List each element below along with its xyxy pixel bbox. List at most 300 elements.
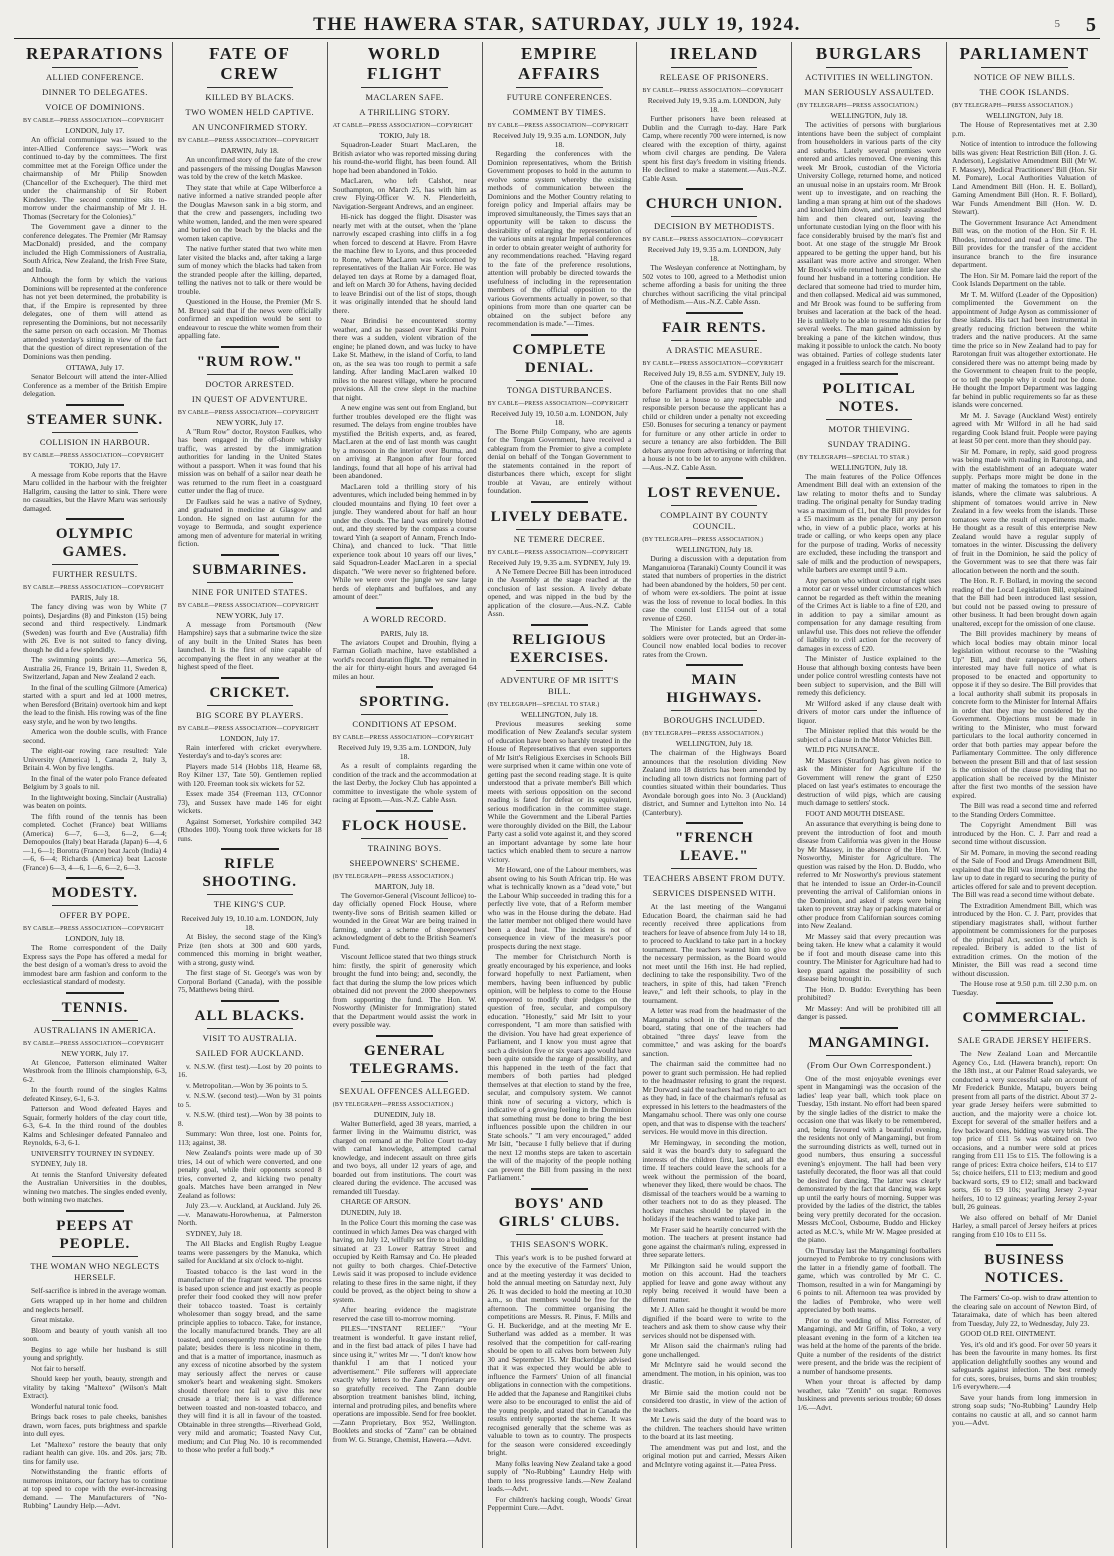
section-separator (686, 664, 744, 666)
article-dateline: WELLINGTON, July 18. (675, 739, 753, 748)
article-deck: FUTURE CONFERENCES. (506, 92, 613, 102)
article-deck: BOROUGHS INCLUDED. (663, 715, 766, 725)
article-paragraph: v. Metropolitan.—Won by 36 points to 5. (185, 1080, 308, 1090)
article-headline: REPARATIONS (26, 44, 164, 63)
headline-rule (826, 67, 912, 68)
article-cable-credit: BY CABLE—PRESS ASSOCIATION—COPYRIGHT (177, 138, 319, 144)
columns-container (18, 42, 1102, 1548)
article-cable-credit: AT CABLE—PRESS ASSOCIATION—COPYRIGHT (332, 123, 473, 129)
article-paragraph: The Government Insurance Act Amendment Bill was, on the motion of the Hon. Sir F. H. Rhodes, introduced and read a first time. The Bill provides for the transfer of the accident insurance branch to the fire insurance department. (952, 217, 1097, 269)
article (178, 1007, 322, 1455)
article-paragraph: UNIVERSITY TOURNEY IN SYDNEY. (31, 1148, 155, 1158)
section-separator (996, 1244, 1054, 1246)
headline-rule (52, 564, 138, 565)
article-paragraph: An unconfirmed story of the fate of the crew and passengers of the missing Douglas Mawson was told by the crew of the ketch Maskee. (177, 155, 322, 181)
headline-rule (361, 714, 447, 715)
news-column-7 (947, 42, 1102, 1548)
article (488, 508, 632, 619)
article-paragraph: Senator Belcourt will attend the inter-Allied Conference as a member of the British Empire delegation. (23, 372, 167, 398)
article (642, 484, 786, 659)
article-paragraph: The All Blacks and English Rugby League teams were passengers by the Manuka, which sailed for Auckland at six o'clock to-night. (177, 1239, 322, 1265)
article-paragraph: One of the clauses in the Fair Rents Bill now before Parliament provides that no one shall refuse to let a house to any respectable and responsible person because the applicant has a child or children under a penalty not exceeding £50. Bonuses for securing a tenancy or payment for furniture or any other article in order to secure a tenancy are also forbidden. The Bill debars anyone from advertising or inferring that a house is not to be let to anyone with children.—Aus.-N.Z. Cable Assn. (642, 377, 787, 472)
article-dateline: NEW YORK, July 17. (216, 417, 284, 427)
article-dateline: TOKIO, July 18. (379, 131, 430, 140)
article-dateline: Received July 19, 10.10 a.m. LONDON, July 18. (181, 914, 319, 932)
article-paragraph: MacLaren told a thrilling story of his adventures, which included being hemmed in by clouded mountains and flying 10 feet over a jungle. They wandered about for half an hour under the clouds. The land was entirely blotted out, and they steered by the compass a course toward Yinh (a seaport of Annam, French Indo-China), and chanced to luck. "That little experience took about 10 years off our lives," said Squadron-Leader MacLaren in a special dispatch. "We were never so frightened before. While we were over the jungle we saw large herds of elephants and buffaloes, and any amount of deer." (332, 481, 477, 601)
article-paragraph: Notwithstanding the frantic efforts of numerous imitators, our factory has to continue at top speed to cope with the ever-increasing demand. — The Manufacturers of "No-Rubbing" Laundry Help.—Advt. (23, 1467, 167, 1510)
article-paragraph: v. N.S.W. (first test).—Lost by 20 points to 16. (177, 1061, 322, 1079)
section-separator (996, 1002, 1054, 1004)
article-deck: IN QUEST OF ADVENTURE. (191, 393, 308, 404)
article-deck: THE COOK ISLANDS. (979, 87, 1070, 97)
news-column-3 (328, 42, 483, 1548)
article-headline: MANGAMINGI. (808, 1034, 930, 1051)
section-separator (531, 501, 589, 503)
article-paragraph: Sir M. Pomare, in moving the second reading of the Sale of Food and Drugs Amendment Bill, explained that the Bill was intended to bring the law up to date in regard to securing the purity of articles offered for sale and to prevent deception. The Bill was read a second time without debate. (952, 847, 1097, 899)
article-cable-credit: (BY TELEGRAPH—PRESS ASSOCIATION.) (332, 1101, 454, 1108)
article-deck: NINE FOR UNITED STATES. (191, 586, 308, 597)
article-deck: MACLAREN SAFE. (365, 92, 444, 102)
article-headline: TENNIS. (61, 999, 129, 1016)
article (488, 1195, 632, 1513)
article-headline: BUSINESS NOTICES. (984, 1252, 1065, 1286)
article-paragraph: An assurance that everything is being done to prevent the introduction of foot and mouth disease from California was given in the House by Mr Massey, in the absence of the Hon. W. Nosworthy, Minister for Agriculture. The question was raised by the Hon. D. Buddo, who referred to Mr Nosworthy's previous statement that he intended to issue an Order-in-Council preventing the arrival of Californian onions in the Dominion, and asked if steps were being taken to prevent stray hay or packing material or other produce from Californian sources coming into New Zealand. (797, 819, 942, 930)
article-headline: MODESTY. (51, 885, 139, 901)
article-paragraph: Self-sacrifice is inbred in the average woman. (31, 1285, 167, 1295)
article-paragraph: Hi-nick has dogged the flight. Disaster was nearly met with at the outset, when the 'plane narrowly escaped crashing into cliffs in a fog when forced to descend at Havre. From Havre the machine flew to Lyons, and thus proceeded to Rome, where MacLaren was welcomed by representatives of the Italian Air Force. He was delayed ten days at Rome by a damaged float, and left on March 30 for Athens, having decided to leave Brindisi out of the list of stops, though it was originally intended that he should land there. (332, 212, 477, 315)
headline-rule (516, 670, 602, 671)
article-headline: BOYS' AND GIRLS' CLUBS. (498, 1195, 621, 1230)
article-deck: AUSTRALIANS IN AMERICA. (33, 1024, 157, 1035)
article-paragraph: The House of Representatives met at 2.30 p.m. (952, 120, 1097, 138)
article-paragraph: The main features of the Police Offences Amendment Bill deal with an extension of the law relating to motor thefts and to Sunday trading. The original penalty for Sunday trading was a maximum of £1, but the Bill provides for a £5 maximum as the penalty for any person who, in view of a public place, works at his trade or calling, or who keeps open any place for the purpose of trading. Works of necessity are excluded, these including the transport and sale of milk and the production of newspapers, while barbers are exempt until 9 a.m. (797, 471, 942, 574)
article-cable-credit: BY CABLE—PRESS ASSOCIATION—COPYRIGHT (23, 585, 164, 591)
section-separator (66, 1210, 124, 1212)
article-paragraph: Prior to the wedding of Miss Forrester, of Mangamingi, and Mr Griffin, of Toko, a very pleasant evening in the form of a kitchen tea was held at the home of the parents of the bride. Quite a number of the residents of the district were present, and the bride was the recipient of a number of handsome presents. (797, 1315, 942, 1376)
article-paragraph: Mr McIntyre said he would second the amendment. The motion, in his opinion, was too drastic. (642, 1360, 787, 1386)
article-headline: SUBMARINES. (192, 561, 308, 578)
article-cable-credit: (BY TELEGRAPH—SPECIAL TO STAR.) (487, 701, 600, 708)
article-paragraph: The Wesleyan conference at Nottingham, by 502 votes to 100, agreed to a Methodist union scheme affording a basis for uniting the three churches without sacrificing the vital principal of Methodism.—Aus.-N.Z. Cable Assn. (642, 263, 787, 306)
article-paragraph: Mr Masters (Stratford) has given notice to ask the Minister for Agriculture if the Government will renew the grant of £250 placed on last year's estimates to encourage the destruction of wild pigs, which are causing much damage to settlers' stock. (797, 755, 942, 807)
article-deck: KILLED BY BLACKS. (205, 92, 295, 102)
article-paragraph: We also offered on behalf of Mr Daniel Harley, a small parcel of Jersey heifers at prices ranging from £10 10s to £11 5s. (952, 1212, 1097, 1239)
article-deck: A THRILLING STORY. (359, 107, 450, 117)
article-deck: THE KING'S CUP. (213, 899, 286, 909)
article-cable-credit: (BY TELEGRAPH—PRESS ASSOCIATION.) (797, 103, 919, 109)
section-separator (221, 677, 279, 679)
article-cable-credit: BY CABLE—PRESS ASSOCIATION—COPYRIGHT (642, 237, 784, 243)
article-cable-credit: BY CABLE—PRESS ASSOCIATION—COPYRIGHT (23, 118, 164, 124)
headline-rule (361, 1081, 447, 1082)
article-headline: "FRENCH LEAVE." (674, 830, 754, 864)
article-paragraph: PILES—"INSTANT RELIEF." "Your treatment is wonderful. It gave instant relief, and in the first bad attack of piles I have had since using it," writes Mr —. "I don't know how thankful I am that I noticed your advertisement." Pile sufferers will appreciate exactly why letters to the Zann Proprietary are so gratefully received. The Zann double absorption treatment banishes blind, itching, internal and protruding piles, and benefits where operations are impossible. Send for free booklet.—Zann Proprietary, Box 952, Wellington. Booklets and stocks of "Zann" can be obtained from W. G. Strange, Chemist, Hawera.—Advt. (332, 1324, 477, 1444)
article (178, 561, 322, 672)
article-deck: VISIT TO AUSTRALIA. (202, 1032, 297, 1043)
article-paragraph: On Thursday last the Mangamingi footballers journeyed to Pembroke to try conclusions with the latter in a friendly game of football. The game, which was controlled by Mr C. C. Thomson, resulted in a win for Mangamingi by 6 points to nil. Afternoon tea was provided by the ladies of Pembroke, who were well appreciated by both teams. (797, 1245, 942, 1314)
article-paragraph: Further prisoners have been released at Dublin and the Curragh to-day. Hare Park Camp, where recently 700 were interned, is now cleared with the exception of thirty, against whom civil charges are pending. De Valera spent his first day's freedom in visiting friends. He declined to make a statement.—Aus.-N.Z. Cable Assn. (642, 114, 787, 183)
article-paragraph: Mr J. Allen said he thought it would be more dignified if the board were to write to the teachers and ask them to show cause why their services should not be dispensed with. (642, 1305, 787, 1340)
article-deck: COMMENT BY TIMES. (512, 107, 607, 117)
article-paragraph: CHARGE OF ARSON. (340, 1197, 411, 1206)
article-paragraph: Yes, it's old and it's good. For over 50 years it has been the favourite in many homes. Its first application delightfully soothes any wound and safeguards against infection. The best remedy for cuts, sores, bruises, burns and skin troubles; 1/6 everywhere.—4 (952, 1339, 1097, 1391)
article-paragraph: New Zealand's points were made up of 30 tries, 14 out of which were converted, and one penalty goal, while their opponents scored 8 tries, converted 2, and kicking two penalty goals. Matches have been arranged in New Zealand as follows: (177, 1148, 322, 1200)
section-separator (686, 477, 744, 479)
headline-rule (52, 432, 138, 433)
article-paragraph: In the Police Court this morning the case was continued in which James Dea was charged with having, on July 12, wilfully set fire to a building situated at 23 Lower Rattray Street and occupied by Keith Ramsay and Co. He pleaded not guilty to both charges. Chief-Detective Lewis said it was proposed to include evidence relating to these fires in the same night, if they could be proved, as the object being to show a system. (332, 1218, 477, 1304)
article-deck: ACTIVITIES IN WELLINGTON. (805, 72, 934, 82)
masthead-title: THE HAWERA STAR, SATURDAY, JULY 19, 1924. (313, 14, 801, 35)
article-deck: AN UNCONFIRMED STORY. (191, 122, 308, 132)
article (642, 829, 786, 1469)
article-cable-credit: BY CABLE—PRESS ASSOCIATION—COPYRIGHT (177, 725, 319, 732)
section-separator (221, 346, 279, 348)
article-deck: BIG SCORE BY PLAYERS. (196, 709, 304, 720)
corner-mark: 5 (1054, 18, 1060, 30)
article-headline: PARLIAMENT (959, 44, 1090, 63)
article-paragraph: The Minister for Lands agreed that some soldiers were over protected, but an Order-in-Council now enabled local bodies to recover rates from the Crown. (642, 624, 787, 659)
article-dateline: Received July 19, 9.35 a.m. LONDON, July 18. (647, 245, 781, 263)
article-deck: COLLISION IN HARBOUR. (39, 436, 150, 447)
news-column-6 (792, 42, 947, 1548)
headline-rule (207, 705, 293, 706)
masthead (14, 14, 1100, 39)
article-headline: EMPIRE AFFAIRS (517, 44, 601, 83)
article-paragraph: An official communique was issued to the inter-Allied Conference says:—"Work was continued to-day by the committees. The first committee met at the Foreign Office under the chairmanship of Mr Philip Snowden (Chancellor of the Exchequer). The third met under the chairmanship of Sir Robert Kindersley. The second committee sits to-morrow under the chairmanship of Mr J. H. Thomas (Secretary for the Colonies)." (23, 135, 167, 221)
article-paragraph: Should keep her youth, beauty, strength and vitality by taking "Maltexo" (Wilson's Malt Extract). (23, 1374, 167, 1400)
article-deck: VOICE OF DOMINIONS. (45, 102, 145, 112)
article-dateline: WELLINGTON, July 18. (986, 111, 1063, 120)
article-deck: A WORLD RECORD. (362, 613, 447, 624)
article-cable-credit: (BY TELEGRAPH—PRESS ASSOCIATION.) (952, 103, 1073, 109)
article-headline: COMMERCIAL. (962, 1010, 1087, 1026)
article-paragraph: Viscount Jellicoe stated that two things struck him: firstly, the spirit of generosity which brought the fund into being; and, secondly, the fact that during the slump the low prices which obtained did not prevent the 2000 sheepowners from supporting the fund. The Hon. W. Nosworthy (Minister for Immigration) stated that the Department would assist the work in every possible way. (332, 952, 477, 1029)
article-paragraph: Mr Lewis said the duty of the board was to the children. The teachers should have written to the board at its last meeting. (642, 1415, 787, 1441)
article-paragraph: Brings back roses to pale cheeks, banishes drawn, worn faces, puts brightness and sparkle into dull eyes. (23, 1412, 167, 1438)
article-paragraph: The member for Christchurch North is greatly encouraged by his experience, and looks forward hopefully to next Parliament, when members, having been influenced by public opinion, will be helpless to come to the House empowered to modify their pledges on the question of free, secular, and compulsory education. "Honestly," said Mr Isitt to your correspondent, "I am more than satisfied with the division. You have had great experience of Parliament, and I know you must agree that such a division five or six years ago would have been quite outside the range of possibility, and this happened in the teeth of the fact that members of both parties had pledged themselves at that election to stand by the free, secular, and compulsory system. We cannot think now of securing a victory, which is indicative of a growing feeling in the Dominion that something must be done to bring the best influences possible upon the children in our State schools." "I am very encouraged," added Mr Isitt, "because I fully believe that if during the next 12 months steps are taken to ascertain the will of the majority of the people nothing can prevent the Bill from passing in the next Parliament." (487, 952, 632, 1182)
article (333, 44, 477, 602)
news-column-4 (483, 42, 638, 1548)
article (333, 1042, 477, 1445)
article-paragraph: Essex made 354 (Freeman 113, O'Connor 73), and Sussex have made 146 for eight wickets. (177, 789, 322, 815)
news-column-1 (18, 42, 173, 1548)
article-paragraph: Save your hands from long immersion in strong soap suds; "No-Rubbing" Laundry Help contains no caustic at all, and so cannot harm you.—Advt. (952, 1392, 1097, 1427)
article-cable-credit: BY CABLE—PRESS ASSOCIATION—COPYRIGHT (332, 735, 474, 741)
article-cable-credit: BY CABLE—PRESS ASSOCIATION—COPYRIGHT (642, 360, 784, 367)
article-paragraph: A new engine was sent out from England, but further troubles developed ere the flight was resumed. The delays from engine troubles have mystified the British experts, and, as feared, MacLaren at the end of last month was caught by a monsoon in the interior over Burma, and on arriving at Rangoon after four forced landings, found that all hope of his arrival had been abandoned. (332, 403, 477, 480)
article-paragraph: The House rose at 9.50 p.m. till 2.30 p.m. on Tuesday. (952, 979, 1097, 997)
article-paragraph: v. N.S.W. (third test).—Won by 38 points to 8. (177, 1110, 322, 1128)
article-paragraph: The fifth round of the tennis has been completed. Cochet (France) beat Williams (America) 6—7, 6—3, 6—2, 6—4; Demopoulos (Italy) beat Harada (Japan) 6—4, 6—1, 6—1; Borotra (France) beat Jacob (India) 4—6, 6—4; Richards (America) beat Lacoste (France) 6—3, 4—6, 1—6, 6—2, 6—3. (23, 811, 167, 872)
article-paragraph: v. N.S.W. (second test).—Won by 31 points to 5. (177, 1091, 322, 1109)
article (952, 1251, 1097, 1428)
article-headline: CHURCH UNION. (645, 196, 783, 212)
article-paragraph: Regarding the conferences with the Dominion representatives, whom the British Government proposes to hold in the autumn to evolve some system whereby the existing methods of communication between the Dominions and the Mother Country relating to foreign policy and Imperial affairs may be improved simultaneously, the Times says that an opportunity will be taken to discuss the desirability of enlarging the representation of the various units at regular Imperial conferences in order to obtain greater weight of authority for any recommendations reached. "Having regard to the fate of the preference resolutions, attention will probably be directed towards the usefulness of including in the representation members of the official opposition to the various Governments actually in power, so that opinions from more than one quarter can be obtained on the subject before any recommendation is made."—Times. (487, 149, 632, 328)
headline-rule (52, 67, 138, 68)
article-dateline: TOKIO, July 17. (69, 460, 121, 470)
article (333, 693, 477, 805)
article-dateline: LONDON, July 17. (65, 126, 125, 135)
section-separator (531, 1188, 589, 1190)
article-cable-credit: BY CABLE—PRESS ASSOCIATION—COPYRIGHT (23, 452, 164, 459)
article-paragraph: Against Somerset, Yorkshire compiled 342 (Rhodes 100). Young took three wickets for 18 runs. (177, 816, 322, 843)
article-paragraph: GOOD OLD REL OINTMENT. (960, 1329, 1056, 1338)
headline-rule (981, 1290, 1068, 1291)
article-paragraph: Let "Maltexo" restore the beauty that only radiant health can give. 10s. and 20s. jars; 7lb. tins for family use. (23, 1439, 167, 1466)
headline-rule (52, 905, 138, 906)
article (797, 44, 941, 368)
article-headline: IRELAND (669, 44, 759, 63)
article-paragraph: A "Rum Row" doctor, Royston Faulkes, who has been engaged in the off-shore whisky traffic, was arrested by the immigration authorities for landing in the United States without a passport. When it was found that his mission was on behalf of a sailor near death he was returned to the rum fleet in a coastguard cutter under the flag of truce. (177, 426, 322, 495)
article-headline: FATE OF CREW (209, 44, 291, 83)
headline-rule (671, 216, 757, 217)
article (488, 44, 632, 329)
article-dateline: MARTON, July 18. (374, 881, 435, 891)
article (23, 1217, 167, 1511)
article-dateline: Received July 19, 9.35 a.m. LONDON, July 18. (338, 743, 472, 761)
article-paragraph: Patterson and Wood defeated Hayes and Squair, formerly holders of the clay court title, 6-3, 6-4. In the third round of the doubles Kalms and Schlesinger defeated Pannaleo and Reynolds, 6-3, 6-1. (23, 1104, 167, 1147)
article-headline: OLYMPIC GAMES. (55, 526, 134, 560)
article-deck: SHEEPOWNERS' SCHEME. (349, 857, 460, 868)
article-paragraph: Any person who without colour of right uses a motor car or vessel under circumstances which cannot be regarded as theft within the meaning of the Crimes Act is liable to a fine of £20, and in addition to pay a similar amount as compensation for any damage resulting from unlawful use. This does not relieve the offender of liability to civil action for the recovery of damages in excess of £20. (797, 575, 942, 653)
article-paragraph: Great mistake. (31, 1315, 75, 1324)
article-paragraph: Although the form by which the various Dominions will be represented at the conference has not yet been determined, the probability is that, if the Empire is represented by three delegates, one of them will attend as representing the Dominions, but not necessarily the same person on each occasion. Mr Thomas attended yesterday's sitting in view of the fact that the question of direct representation of the Dominions was then pending. (23, 275, 167, 361)
article (642, 319, 786, 473)
article-headline: SPORTING. (359, 694, 450, 710)
article-dateline: Received July 19, 8.55 a.m. SYDNEY, July 19. (643, 368, 786, 378)
section-separator (221, 848, 279, 850)
article-paragraph: The Bill provides machinery by means of which local bodies may obtain minor local legislation without recourse to the "Washing Up" Bill, and their ratepayers and others interested may have full notice of what is proposed to be enacted and opportunity to oppose it if they so desire. The Bill provides that a local authority shall submit its proposals in concrete form to the Minister for Internal Affairs in order that they may be considered by the Government. Objections must be made in writing to the Minister, who must forward particulars to the local authority concerned in order that both parties may appear before the Parliamentary Committee. The only difference between the present Bill and that of last session is the omission of the clause providing that no application shall be received by the Minister after the first two months of the session have expired. (952, 629, 1097, 800)
article-cable-credit: BY CABLE—PRESS ASSOCIATION—COPYRIGHT (177, 409, 319, 416)
article-deck: A DRASTIC MEASURE. (666, 344, 763, 355)
headline-rule (671, 67, 757, 68)
headline-rule (207, 374, 293, 375)
article-paragraph: Mr M. J. Savage (Auckland West) entirely agreed with Mr Wilford in all he had said regarding Cook Island fruit. People were paying at least 50 per cent. more than they should pay. (952, 410, 1097, 445)
section-separator (66, 992, 124, 994)
article-paragraph: Players made 514 (Hobbs 118, Hearne 68, Roy Kilner 137, Tate 50). Gentlemen replied with 120. Freeman took six wickets for 52. (177, 761, 322, 788)
article-paragraph: The Copyright Amendment Bill was introduced by the Hon. C. J. Parr and read a second time without discussion. (952, 820, 1097, 846)
headline-rule (516, 87, 602, 88)
article-paragraph: The Bill was read a second time and referred to the Standing Orders Committee. (952, 801, 1097, 819)
article-paragraph: The Extradition Amendment Bill, which was introduced by the Hon. C. J. Parr, provides that stipendiary magistrates shall, without further appointment be commissioners for the purposes of the principal Act, section 3 of which is repealed. Bribery is added to the list of extradition crimes. On the motion of the Minister, the Bill was read a second time without discussion. (952, 900, 1097, 978)
article-paragraph: Notice of intention to introduce the following bills was given: Heat Restriction Bill (Hon. J. G. Anderson), Legislative Amendment Bill (Mr W. F. Massey), Medical Practitioners' Bill (Hon. Sir M. Pomare), Local Authorities Valuation of Land Amendment Bill (Hon. H. E. Bollard), Gaming Amendment Bill (Hon. R. F. Bollard), War Funds Amendment Bill (Hon. W. D. Stewart). (952, 139, 1097, 216)
article-paragraph: MacLaren, who left Calshot, near Southampton, on March 25, has with him as crew Flying-Officer W. N. Plenderleith, Navigation-Sergeant Andrews, and an engineer. (332, 176, 477, 211)
section-separator (66, 877, 124, 879)
article-cable-credit: (BY TELEGRAPH—PRESS ASSOCIATION.) (642, 731, 764, 737)
article (333, 614, 477, 682)
article-paragraph: The Minister replied that this would be the subject of a clause in the Motor Vehicles Bill. (797, 726, 942, 744)
article (178, 684, 322, 844)
article-headline: WORLD FLIGHT (367, 44, 443, 83)
article-cable-credit: BY CABLE—PRESS ASSOCIATION—COPYRIGHT (487, 400, 629, 407)
article-dateline: DARWIN, July 18. (220, 146, 279, 155)
article-paragraph: At Glencoe, Patterson eliminated Walter Westbrook from the Illinois championship, 6-3, 6-2. (23, 1057, 167, 1084)
article-paragraph: As a result of complaints regarding the condition of the track and the accommodation at the last Derby, the Jockey Club has appointed a committee to investigate the whole system of racing at Epsom.—Aus.-N.Z. Cable Assn. (332, 761, 477, 804)
article-deck: COMPLAINT BY COUNTY COUNCIL. (660, 510, 769, 531)
article-dateline: NEW YORK, July 17. (61, 1048, 129, 1058)
section-separator (686, 188, 744, 190)
headline-rule (671, 868, 757, 869)
section-separator (531, 334, 589, 336)
article-paragraph: Squadron-Leader Stuart MacLaren, the British aviator who was reported missing during his round-the-world flight, has been found. All hope had been abandoned in Tokio. (332, 140, 477, 175)
headline-rule (361, 87, 447, 88)
article-paragraph: Mr Pilkington said he would support the motion on this account. Had the teachers applied for leave and gone away without any reply being received it would have been a different matter. (642, 1260, 787, 1304)
article-dateline: WELLINGTON, July 18. (830, 462, 908, 472)
article-paragraph: July 23.—v. Auckland, at Auckland. July 26.—v. Manawatu-Horowhenua, at Palmerston North. (177, 1201, 322, 1227)
article (797, 1034, 941, 1413)
headline-rule (826, 419, 912, 420)
article-headline: COMPLETE DENIAL. (512, 341, 607, 376)
article (952, 44, 1097, 997)
article-deck: SERVICES DISPENSED WITH. (652, 888, 776, 898)
article (642, 195, 786, 307)
article-headline: RELIGIOUS EXERCISES. (510, 631, 609, 666)
article-dateline: WELLINGTON, July 18. (830, 111, 908, 120)
article-deck: SAILED FOR AUCKLAND. (195, 1047, 304, 1058)
article-deck: TRAINING BOYS. (367, 842, 442, 853)
section-separator (531, 624, 589, 626)
article (23, 525, 167, 872)
article-paragraph: Mr Massey: And will be prohibited till all danger is passed. (797, 1003, 942, 1021)
article-paragraph: The Hon. Sir M. Pomare laid the report of the Cook Islands Department on the table. (952, 270, 1097, 288)
headline-rule (826, 1055, 912, 1056)
section-separator (840, 1027, 898, 1029)
article-deck: TWO WOMEN HELD CAPTIVE. (185, 107, 315, 117)
article-dateline: LONDON, July 18. (65, 934, 125, 943)
section-separator (376, 686, 434, 688)
article-deck: THIS SEASON'S WORK. (510, 1238, 609, 1249)
article-paragraph: WILD PIG NUISANCE. (805, 745, 880, 754)
article-deck: (From Our Own Correspondent.) (807, 1059, 932, 1070)
article (23, 411, 167, 514)
article-paragraph: A message from Portsmouth (New Hampshire) says that a submarine twice the size of any built in the United States has been launched. It is the first of nine capable of accompanying the fleet in any weather at the highest speed of the fleet. (177, 619, 322, 671)
article-paragraph: At tennis the Stanford University defeated the Australian Universities in the doubles, winning two matches. The singles ended evenly, both winning two matches. (23, 1169, 167, 1204)
article-paragraph: At the last meeting of the Wanganui Education Board, the chairman said he had recently received three applications from teachers for leave of absence from July 14 to 18, to proceed to Auckland to take part in a hockey tournament. The teachers wanted him to give the necessary permission, as the Board would not meet until the 16th inst. He had replied, declining to take the responsibility. Two of the teachers, in spite of this, had taken "French leave," and left their schools, to play in the tournament. (642, 902, 787, 1005)
section-separator (840, 373, 898, 375)
article-dateline: WELLINGTON, July 18. (675, 545, 753, 554)
article-deck: TEACHERS ABSENT FROM DUTY. (643, 873, 786, 883)
article-deck: MAN SERIOUSLY ASSAULTED. (804, 87, 934, 97)
article-paragraph: Not fair to herself. (31, 1363, 86, 1373)
article-paragraph: The Farmers' Co-op. wish to draw attention to the clearing sale on account of Newton Bird, of Tataraimaka, date of which has been altered from Tuesday, July 22, to Wednesday, July 23. (952, 1293, 1097, 1328)
article-paragraph: The first stage of St. George's was won by Corporal Borland (Canada), with the possible 75, Matthews being third. (177, 968, 322, 994)
article-paragraph: The New Zealand Loan and Mercantile Agency Co., Ltd. (Hawera branch), report: On the 18th inst., at our Palmer Road saleyards, we conducted a very successful sale on account of Mr Frederick Bunkle, Matapu, buyers being present from all parts of the district. About 37 2-year grade Jersey heifers were submitted to auction, and the majority were a choice lot. Except for several of the smaller heifers and a few backward ones, bidding was very brisk. The top price of £11 5s was obtained on two occasions, and a number were sold at prices ranging from £11 15s to £15. The following is a range of prices: Extra choice heifers, £14 to £17 5s; choice heifers, £11 to £13; medium and good backward sorts, £9 to £12; small and backward sorts, £6 to £9 10s; yearling Jersey 2-year heifers, 10 to 12 guineas; yearling Jersey 2-year bull, 26 guineas. (952, 1049, 1097, 1211)
headline-rule (516, 529, 602, 530)
article-paragraph: In the final of the water polo France defeated Belgium by 3 goals to nil. (23, 773, 167, 791)
article (488, 341, 632, 496)
article (642, 671, 786, 817)
article-paragraph: In the final of the sculling Gilmore (America) started with a spurt and led at 1000 metres, when Beresford (Britain) overtook him and kept the lead to the finish. His rowing was of the fine easy style, and he won by two lengths. (23, 682, 167, 726)
article-paragraph: The Minister of Justice explained to the House that although boxing contests have been under police control wrestling contests have not been subject to supervision, and the Bill will remedy this deficiency. (797, 654, 942, 697)
article-headline: PEEPS AT PEOPLE. (56, 1217, 134, 1252)
article-paragraph: The eight-oar rowing race resulted: Yale University (America) 1, Canada 2, Italy 3, Britain 4. Won by five lengths. (23, 746, 167, 772)
article-headline: FLOCK HOUSE. (341, 817, 468, 834)
article-paragraph: The chairman of the Highways Board announces that the resolution dividing New Zealand into 18 districts has been amended by including all town districts not forming part of counties situated within their boundaries. Thus Avondale borough goes into No. 3 (Auckland) district, and Sumner and Lyttelton into No. 14 (Canterbury). (642, 748, 787, 817)
article-paragraph: Mr Massey said that every precaution was being taken. He knew what a calamity it would be if foot and mouth disease came into this country. The Minister for Agriculture had had to keep guard against the possibility of such disease being brought in. (797, 931, 942, 983)
article-paragraph: Mr Hemingway, in seconding the motion, said it was the board's duty to safeguard the interests of the children first, last, and all the time. If teachers could leave the schools for a week without the permission of the board, whenever they liked, there would be chaos. The dismissal of the teachers would be a warning to other teachers not to do as they pleased. The hockey matches should be played in the holidays if the teachers wanted to take part. (642, 1137, 787, 1223)
article-paragraph: America won the double sculls, with France second. (23, 727, 167, 745)
article-paragraph: The Hon. R. F. Bollard, in moving the second reading of the Local Legislation Bill, explained that the Bill had been introduced last session, but could not be passed owing to pressure of other business. It had been brought down again unaltered, except for the omission of one clause. (952, 576, 1097, 628)
article (642, 44, 786, 183)
article-paragraph: The Rome correspondent of the Daily Express says the Pope has offered a medal for the best design of a woman's dress to avoid the immodest bare arm fashion and conform to the ecclesiastical standard of modesty. (23, 943, 167, 986)
article-dateline: DUNEDIN, July 18. (373, 1109, 436, 1119)
article-paragraph: Wonderful natural tonic food. (31, 1401, 119, 1411)
article-headline: POLITICAL NOTES. (822, 380, 916, 415)
article-headline: ALL BLACKS. (194, 1007, 305, 1024)
news-column-5 (637, 42, 792, 1548)
article-paragraph: The chairman said the committee had no power to grant such permission. He had replied to the headmaster refusing to grant the request. Mr Dorward said the teachers had no right to act as they had, in face of the chairman's refusal as expressed in his letters to the headmasters of the Mangamahu school. There was only one course open, and that was to dispense with the teachers' services. He would move in this direction. (642, 1059, 787, 1136)
article-cable-credit: BY CABLE—PRESS ASSOCIATION—COPYRIGHT (177, 602, 319, 609)
article-paragraph: The fancy diving was won by White (7 points), Desjardins (8) and Pinkston (15) being second and third respectively. Lindmark (Sweden) was fourth and Eve (Australia) fifth with 26. Eve is not suited to fancy diving, though he did a few splendidly. (23, 602, 167, 654)
article-paragraph: A message from Kobe reports that the Havre Maru collided in the harbour with the freighter Hallgrim, causing the latter to sink. There were no casualties, but the Havre Maru was seriously damaged. (23, 469, 167, 513)
article-deck: OFFER BY POPE. (59, 910, 131, 920)
article-paragraph: Many folks leaving New Zealand take a good supply of "No-Rubbing" Laundry Help with them to less progressive lands.—New Zealand leads.—Advt. (487, 1458, 632, 1493)
article-paragraph: Mr Wilford asked if any clause dealt with drivers of motor cars under the influence of liquor. (797, 698, 942, 725)
article-deck: ALLIED CONFERENCE. (45, 72, 144, 82)
article-paragraph: The aviators Coupet and Drouhin, flying a Farman Goliath machine, have established a world's record duration flight. They remained in the air for thirty-eight hours and averaged 64 miles an hour. (332, 637, 477, 681)
article-paragraph: Questioned in the House, the Premier (Mr S. M. Bruce) said that if the news were officially confirmed an expedition would be sent to endeavour to rescue the white women from their appalling fate. (177, 297, 322, 340)
article-headline: LOST REVENUE. (647, 485, 782, 501)
article (952, 1009, 1097, 1239)
section-separator (221, 1000, 279, 1002)
article-paragraph: Dr Faulkes said he was a native of Sydney, and graduated in medicine at Glasgow and London. He signed on last autumn for the voyage to Bermuda, and sought experience among men of adventure for material in writing fiction. (177, 496, 322, 548)
article-paragraph: The swimming points are:—America 56, Australia 26, France 19, Britain 11, Sweden 8, Switzerland, Japan and New Zealand 2 each. (23, 655, 167, 681)
article-deck: THE WOMAN WHO NEGLECTS HERSELF. (30, 1260, 160, 1282)
article-headline: FAIR RENTS. (662, 319, 767, 336)
article-headline: STEAMER SUNK. (26, 411, 164, 428)
article-cable-credit: BY CABLE—PRESS ASSOCIATION—COPYRIGHT (23, 926, 164, 932)
article (488, 631, 632, 1183)
article-paragraph: They state that while at Cape Wilberforce a native informed a native stranded people after the Douglas Mawson sank in a big storm, and that the crew and passengers, including two white women, landed, and the men were speared and buried on the beach by the blacks and the women taken captive. (177, 182, 322, 243)
article-dateline: LONDON, July 17. (220, 733, 280, 743)
headline-rule (516, 1234, 602, 1235)
headline-rule (981, 1030, 1068, 1031)
article-paragraph: Mr Howard, one of the Labour members, was absent owing to his South African trip. He was what is technically known as a "dead vote," but the Labour Whip succeeded in trading this for a perfectly live vote, that of a Reform member who was in the House during the debate. Had the latter member not obliged there would have been a dead heat. The incident is not of consequence in view of the measure's poor prospects during the next stage. (487, 865, 632, 951)
headline-rule (361, 838, 447, 839)
article-cable-credit: BY CABLE—PRESS ASSOCIATION—COPYRIGHT (487, 549, 629, 556)
headline-rule (671, 710, 757, 711)
article-paragraph: The Government gave a dinner to the conference delegates. The Premier (Mr Ramsay MacDonald) presided, and the company included the High Commissioners of Australia, South Africa, New Zealand, the Irish Free State, and India. (23, 222, 167, 274)
article-cable-credit: BY CABLE—PRESS ASSOCIATION—COPYRIGHT (487, 123, 629, 129)
article-paragraph: The native further stated that two white men later visited the blacks and, after taking a large sum of money which the blacks had taken from the stranded people after the killing, departed, telling the natives not to talk or there would be trouble. (177, 244, 322, 296)
article-dateline: Received July 19, 10.50 a.m. LONDON, July 18. (491, 408, 628, 427)
article-cable-credit: BY CABLE—PRESS ASSOCIATION—COPYRIGHT (642, 88, 784, 94)
article-paragraph: Toasted tobacco is the last word in the manufacture of the fragrant weed. The process is based upon science and just exactly as people prefer their food cooked they will now prefer their tobacco toasted. Toast is certainly wholesomer than soggy bread, and the same principle applies to tobacco. Take, for instance, the locally manufactured brands. They are all toasted, and consequently more pleasing to the palate; besides there is less nicotine in them, and that is a matter of importance, inasmuch as any excess of nicotine absorbed by the system may seriously affect the nerves or cause smoker's heart and weakening sight. Smokers should therefore not fail to give this new crusade a trial; there is a vast difference between toasted and non-toasted tobacco, and they will find it is all in favour of the toasted. Obtainable in three strengths—Riverhead Gold, very mild and aromatic; Toasted Navy Cut, medium; and Cut Plug No. 10 is recommended to those who prefer a full body.* (177, 1266, 322, 1454)
article-paragraph: Previous measures seeking some modification of New Zealand's secular system of education have been so harshly treated in the House of Representatives that even supporters of Mr Isitt's Religious Exercises in Schools Bill were surprised when it came within one vote of getting past the second reading stage. It is quite understood that a private member's Bill which meets with serious opposition on the second reading is fated for defeat or its equivalent, serious modification in the committee stage. While the Government and the Liberal Parties were thoroughly divided on the Bill, the Labour Party cast a solid vote against it, and they scored an important advantage by some late hour tactics which enabled them to secure a narrow victory. (487, 718, 632, 864)
article (178, 353, 322, 549)
article-paragraph: One of the most enjoyable evenings ever spent in Mangamingi was the occasion of the ladies' leap year ball, which took place on Tuesday, 15th instant. No effort had been spared by the single ladies of the district to make the occasion one that was likely to be remembered, and, being favoured with a beautiful evening, the residents not only of Mangamingi, but from the surrounding districts as well, turned out in good numbers, thus ensuring a successful evening's enjoyment. The hall had been very tastefully decorated, the floor was all that could be desired for dancing. The latter was clearly demonstrated by the fact that dancing was kept up until the early hours of morning. Supper was provided by the ladies of the district, the tables being very prettily decorated for the occasion. Messrs McCool, Osbourne, Buddo and Hickey acted as M.C.'s, while Mr W. Magee presided at the piano. (797, 1073, 942, 1244)
article-dateline: PARIS, July 18. (380, 628, 429, 638)
article-headline: GENERAL TELEGRAMS. (349, 1042, 460, 1077)
article-paragraph: At Bisley, the second stage of the King's Prize (ten shots at 300 and 600 yards, commenced this morning in bright weather, with a strong, gusty wind. (177, 932, 322, 967)
article-paragraph: A Ne Temere Decree Bill has been introduced in the Assembly at the stage reached at the conclusion of last session. A lively debate opened, and was nipped in the bud by the application of the closure.—Aus.-N.Z. Cable Assn. (487, 566, 632, 618)
article-dateline: Received July 19, 9.35 a.m. LONDON, July 18. (647, 96, 781, 114)
article-paragraph: When your throat is affected by damp weather, take "Zenith" on sugar. Removes huskiness and prevents serious trouble; 60 doses 1/6.—Advt. (797, 1377, 942, 1412)
headline-rule (516, 380, 602, 381)
article-cable-credit: (BY TELEGRAPH—PRESS ASSOCIATION.) (642, 537, 764, 543)
article (23, 44, 167, 399)
article-paragraph: The amendment was put and lost, and the original motion put and carried, Messrs Aiken and McIntyre voting against it.—Patea Press. (642, 1442, 787, 1469)
article-paragraph: Mr Fraser said he heartily concurred with the motion. The teachers at present instance had gone against the chairman's ruling, expressed in three separate letters. (642, 1224, 787, 1259)
article-deck: SEXUAL OFFENCES ALLEGED. (339, 1085, 470, 1096)
article-cable-credit: BY CABLE—PRESS ASSOCIATION—COPYRIGHT (23, 1040, 164, 1047)
section-separator (221, 554, 279, 556)
article-paragraph: The Borne Philp Company, who are agents for the Tongan Government, have received a cablegram from the Premier to give a complete denial on behalf of the Tongan Government to the statements contained in the report of disturbances there which, except for slight trouble at Vavau, are entirely without foundation. (487, 426, 632, 495)
article-deck: TONGA DISTURBANCES. (506, 384, 613, 395)
article-deck: NE TEMERE DECREE. (513, 533, 606, 544)
article-paragraph: Bloom and beauty of youth vanish all too soon. (23, 1325, 167, 1343)
article-paragraph: Gets wrapped up in her home and children and neglects herself. (23, 1296, 167, 1314)
